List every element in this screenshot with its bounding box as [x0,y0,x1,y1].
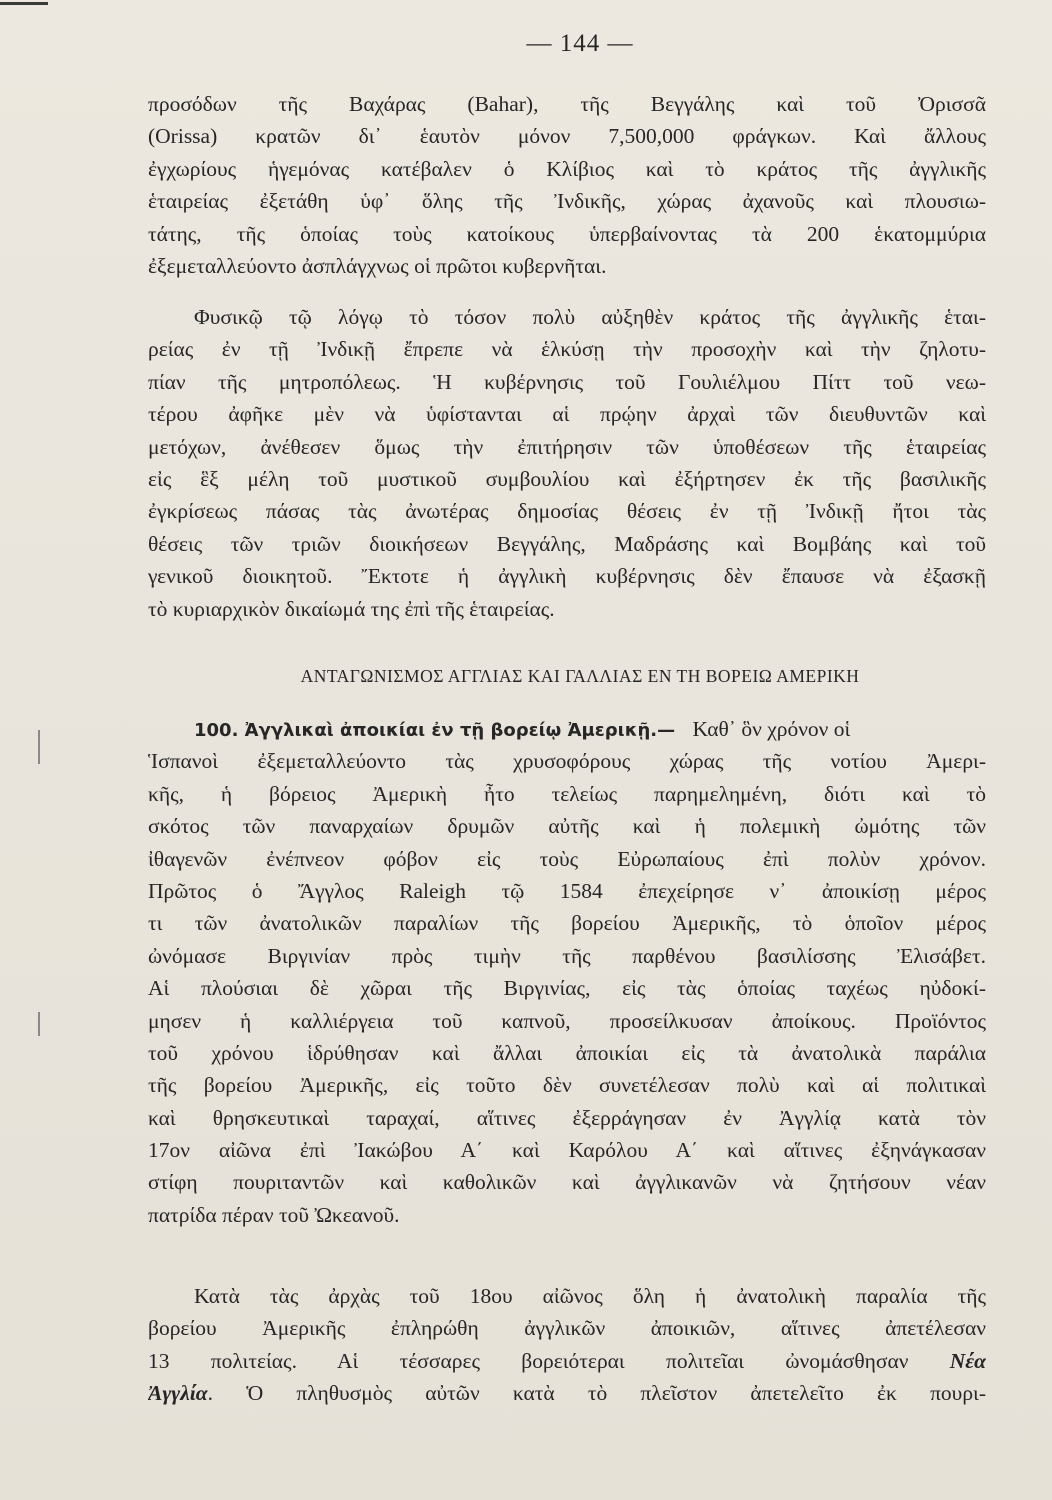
text-fragment: 13 πολιτείας. Αἱ τέσσαρες βορειότεραι πολιτεῖαι ὠνομάσθησαν [148,1348,909,1373]
text-line: ἐξεμεταλλεύοντο ἀσπλάγχνως οἱ πρῶτοι κυβερνῆται. [148,253,607,278]
text-line: τοῦ χρόνου ἱδρύθησαν καὶ ἄλλαι ἀποικίαι εἰς τὰ ἀνατολικὰ παράλια [148,1040,986,1065]
section-100 [148,713,986,1231]
text-line: ρείας ἐν τῇ Ἰνδικῇ ἔπρεπε νὰ ἑλκύσῃ τὴν προσοχὴν καὶ τὴν ζηλοτυ- [148,337,986,362]
text-line: μησεν ἡ καλλιέργεια τοῦ καπνοῦ, προσείλκυσαν ἀποίκους. Προϊόντος [148,1008,986,1033]
emphasized-term: Ἀγγλία [148,1381,208,1406]
text-line: γενικοῦ διοικητοῦ. Ἔκτοτε ἡ ἀγγλικὴ κυβέρνησις δὲν ἔπαυσε νὰ ἐξασκῇ [148,564,986,589]
text-fragment: . Ὁ πληθυσμὸς αὐτῶν κατὰ τὸ πλεῖστον ἀπετελεῖτο ἐκ πουρι- [207,1381,986,1406]
text-line: (Orissa) κρατῶν δι᾿ ἑαυτὸν μόνον 7,500,000 φράγκων. Καὶ ἄλλους [148,124,986,149]
text-line: τῆς βορείου Ἀμερικῆς, εἰς τοῦτο δὲν συνετέλεσαν πολὺ καὶ αἱ πολιτικαὶ [148,1073,986,1098]
text-line: τέρου ἀφῆκε μὲν νὰ ὑφίστανται αἱ πρῴην ἀρχαὶ τῶν διευθυντῶν καὶ [148,402,986,427]
section-title: 100. Ἀγγλικαὶ ἀποικίαι ἐν τῇ βορείῳ Ἀμερικῇ.— [194,720,676,741]
text-line: τάτης, τῆς ὁποίας τοὺς κατοίκους ὑπερβαίνοντας τὰ 200 ἑκατομμύρια [148,221,986,246]
text-line: ὠνόμασε Βιργινίαν πρὸς τιμὴν τῆς παρθένου βασιλίσσης Ἐλισάβετ. [148,943,986,968]
text-line: κῆς, ἡ βόρειος Ἀμερικὴ ἦτο τελείως παρημελημένη, διότι καὶ τὸ [148,781,986,806]
text-line: θέσεις τῶν τριῶν διοικήσεων Βεγγάλης, Μαδράσης καὶ Βομβάης καὶ τοῦ [148,531,986,556]
text-line: στίφη πουριταντῶν καὶ καθολικῶν καὶ ἀγγλικανῶν νὰ ζητήσουν νέαν [148,1170,986,1195]
emphasized-term: Νέα [949,1348,986,1373]
text-line: βορείου Ἀμερικῆς ἐπληρώθη ἀγγλικῶν ἀποικιῶν, αἵτινες ἀπετέλεσαν [148,1316,986,1341]
text-line: σκότος τῶν παναρχαίων δρυμῶν αὐτῆς καὶ ἡ πολεμικὴ ὠμότης τῶν [148,814,986,839]
text-line: καὶ θρησκευτικαὶ ταραχαί, αἵτινες ἐξερράγησαν ἐν Ἀγγλίᾳ κατὰ τὸν [148,1105,986,1130]
paragraph-continuation [148,88,986,282]
text-line: Ἱσπανοὶ ἐξεμεταλλεύοντο τὰς χρυσοφόρους χώρας τῆς νοτίου Ἀμερι- [148,749,986,774]
margin-mark [38,730,40,764]
text-line: ἑταιρείας ἐξετάθη ὑφ᾿ ὅλης τῆς Ἰνδικῆς, χώρας ἀχανοῦς καὶ πλουσιω- [148,189,986,214]
text-line: ἰθαγενῶν ἐνέπνεον φόβον εἰς τοὺς Εὐρωπαίους ἐπὶ πολὺν χρόνον. [148,846,986,871]
text-line: τι τῶν ἀνατολικῶν παραλίων τῆς βορείου Ἀμερικῆς, τὸ ὁποῖον μέρος [148,911,986,936]
text-line: Κατὰ τὰς ἀρχὰς τοῦ 18ου αἰῶνος ὅλη ἡ ἀνατολικὴ παραλία τῆς [194,1284,986,1308]
margin-mark [38,1012,40,1036]
text-line: ἐγχωρίους ἡγεμόνας κατέβαλεν ὁ Κλίβιος καὶ τὸ κράτος τῆς ἀγγλικῆς [148,156,986,181]
text-fragment: Καθ᾿ ὃν χρόνον οἱ [692,717,851,741]
text-line: Φυσικῷ τῷ λόγῳ τὸ τόσον πολὺ αὐξηθὲν κράτος τῆς ἀγγλικῆς ἑται- [194,305,986,329]
text-line: 17ον αἰῶνα ἐπὶ Ἰακώβου Α΄ καὶ Καρόλου Α΄ καὶ αἵτινες ἐξηνάγκασαν [148,1138,986,1163]
paragraph-india [148,301,986,625]
text-line [148,1345,986,1377]
text-line: πίαν τῆς μητροπόλεως. Ἡ κυβέρνησις τοῦ Γουλιέλμου Πίττ τοῦ νεω- [148,369,986,394]
text-line: τὸ κυριαρχικὸν δικαίωμά της ἐπὶ τῆς ἑταιρείας. [148,596,555,621]
text-line [148,1377,986,1409]
scan-corner-mark [0,2,48,5]
text-line: προσόδων τῆς Βαχάρας (Bahar), τῆς Βεγγάλης καὶ τοῦ Ὀρισσᾶ [148,92,986,116]
text-line: Πρῶτος ὁ Ἄγγλος Raleigh τῷ 1584 ἐπεχείρησε ν᾿ ἀποικίσῃ μέρος [148,878,986,903]
section-heading: ΑΝΤΑΓΩΝΙΣΜΟΣ ΑΓΓΛΙΑΣ ΚΑΙ ΓΑΛΛΙΑΣ ΕΝ ΤΗ ΒΟΡΕΙΩ ΑΜΕΡΙΚΗ [300,666,860,686]
section-title-line [148,713,986,745]
text-line: Αἱ πλούσιαι δὲ χῶραι τῆς Βιργινίας, εἰς τὰς ὁποίας ταχέως ηὐδοκί- [148,976,986,1001]
paragraph-18th-century [148,1280,986,1410]
text-line: πατρίδα πέραν τοῦ Ὠκεανοῦ. [148,1202,400,1227]
page-number: — 144 — [526,30,634,57]
text-line: μετόχων, ἀνέθεσεν ὅμως τὴν ἐπιτήρησιν τῶν ὑποθέσεων τῆς ἑταιρείας [148,434,986,459]
text-line: εἰς ἓξ μέλη τοῦ μυστικοῦ συμβουλίου καὶ ἐξήρτησεν ἐκ τῆς βασιλικῆς [148,466,986,491]
text-line: ἐγκρίσεως πάσας τὰς ἀνωτέρας δημοσίας θέσεις ἐν τῇ Ἰνδικῇ ἤτοι τὰς [148,499,986,524]
